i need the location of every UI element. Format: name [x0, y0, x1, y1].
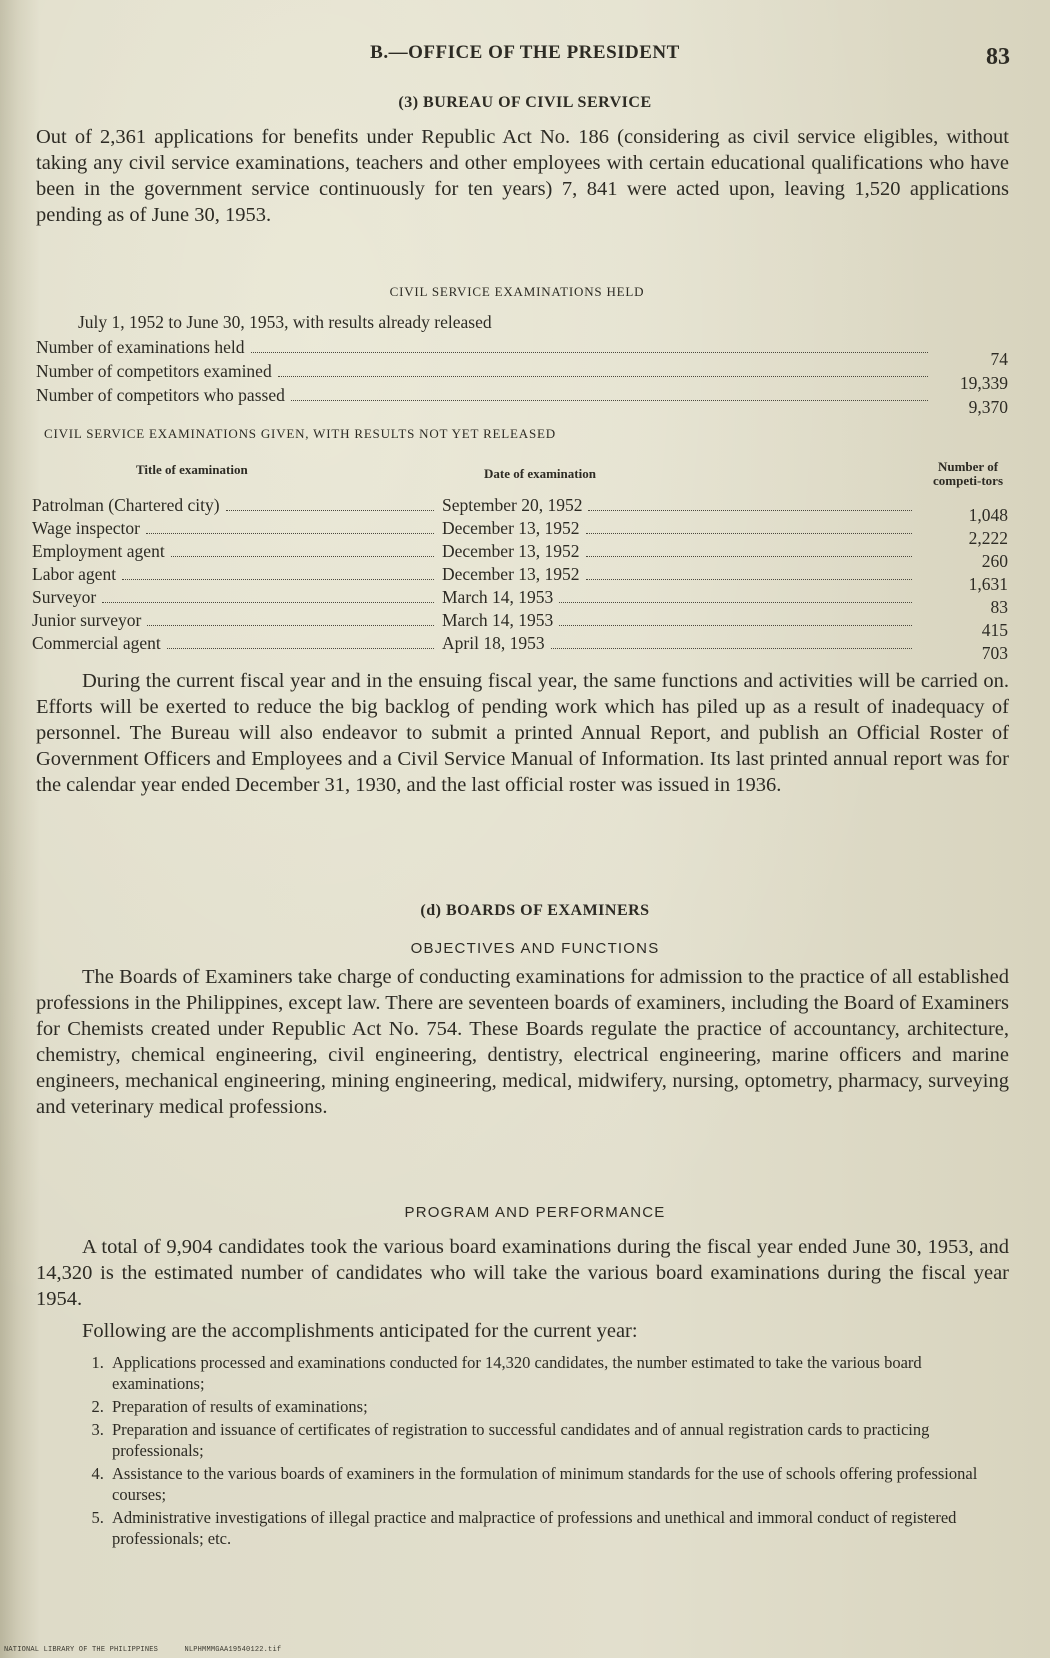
- exam-row: [32, 609, 1008, 640]
- stat-value: 74: [990, 349, 1008, 369]
- dot-leader: [122, 564, 434, 580]
- dot-leader: [291, 400, 928, 401]
- exam-title: Wage inspector: [32, 518, 140, 538]
- exam-title: Surveyor: [32, 587, 97, 607]
- following-text: Following are the accomplishments anticipated for the current year:: [82, 1320, 638, 1342]
- exam-date: March 14, 1953: [442, 610, 554, 630]
- dot-leader: [586, 518, 912, 534]
- dot-leader: [251, 352, 929, 353]
- dot-leader: [226, 495, 434, 511]
- exam-row: [32, 494, 1008, 525]
- exam-competitors: 415: [981, 620, 1008, 640]
- exams-held-period: July 1, 1952 to June 30, 1953, with results already released: [78, 312, 492, 332]
- objectives-paragraph: The Boards of Examiners take charge of conducting examinations for admission to the practice of all established professions in the Philippines, except law. There are seventeen boards of examiners, including the Board of Examiners for Chemists created under Republic Act No. 754. These Boards regulate the practice of accountancy, architecture, chemistry, chemical engineering, civil engineering, dentistry, electrical engineering, marine officers and marine engineers, mechanical engineering, mining engineering, medical, midwifery, nursing, optometry, pharmacy, surveying and veterinary medical professions.: [36, 966, 1009, 1118]
- exam-row: [32, 586, 1008, 617]
- exam-competitors: 1,048: [968, 505, 1008, 525]
- exam-title: Labor agent: [32, 564, 117, 584]
- exam-date: December 13, 1952: [442, 541, 580, 561]
- dot-leader: [551, 633, 912, 649]
- objectives-heading: OBJECTIVES AND FUNCTIONS: [410, 940, 660, 957]
- col-title-header: Title of examination: [136, 462, 248, 477]
- dot-leader: [586, 564, 912, 580]
- col-number-header: Number of competi-tors: [932, 459, 1004, 488]
- stat-row-competitors-examined: [36, 360, 1008, 393]
- page-number: 83: [986, 44, 1010, 70]
- boards-heading: (d) BOARDS OF EXAMINERS: [420, 902, 650, 919]
- dot-leader: [171, 541, 434, 557]
- dot-leader: [146, 518, 434, 534]
- exam-competitors: 1,631: [968, 574, 1008, 594]
- page-header-title: B.—OFFICE OF THE PRESIDENT: [370, 42, 680, 63]
- dot-leader: [167, 633, 434, 649]
- exam-date: December 13, 1952: [442, 564, 580, 584]
- footer-library: NATIONAL LIBRARY OF THE PHILIPPINES: [4, 1646, 159, 1654]
- exam-date: April 18, 1953: [442, 633, 545, 653]
- dot-leader: [278, 376, 928, 377]
- stat-row-examinations-held: [36, 336, 1008, 369]
- exam-row: [32, 632, 1008, 663]
- exam-competitors: 703: [981, 643, 1008, 663]
- dot-leader: [588, 495, 912, 511]
- list-item: 2. Preparation of results of examinations;: [108, 1396, 1018, 1417]
- stat-value: 19,339: [959, 373, 1008, 393]
- col-date-header: Date of examination: [484, 466, 596, 481]
- scan-footer: [4, 1646, 281, 1654]
- exams-held-heading: CIVIL SERVICE EXAMINATIONS HELD: [389, 284, 645, 299]
- bureau-intro-paragraph: Out of 2,361 applications for benefits under Republic Act No. 186 (considering as civil service eligibles, without taking any civil service examinations, teachers and other employees with certain educational qualifications who have been in the government service continuously for ten years) 7, 841 were acted upon, leaving 1,520 applications pending as of June 30, 1953.: [36, 126, 1009, 226]
- dot-leader: [147, 610, 434, 626]
- list-item: 1. Applications processed and examinations conducted for 14,320 candidates, the number estimated to take the various board examinations;: [108, 1352, 1018, 1394]
- stat-label: Number of competitors examined: [36, 361, 272, 381]
- exam-competitors: 260: [981, 551, 1008, 571]
- exam-title: Junior surveyor: [32, 610, 142, 630]
- dot-leader: [559, 587, 912, 603]
- dot-leader: [559, 610, 912, 626]
- list-item: 5. Administrative investigations of illegal practice and malpractice of professions and unethical and immoral conduct of registered professionals; etc.: [108, 1507, 1018, 1549]
- exam-title: Patrolman (Chartered city): [32, 495, 220, 515]
- exam-row: [32, 563, 1008, 594]
- footer-file: NLPHMMMGAA19540122.tif: [184, 1646, 282, 1654]
- exam-date: September 20, 1952: [442, 495, 583, 515]
- accomplishments-list: [82, 1352, 1018, 1551]
- exam-date: December 13, 1952: [442, 518, 580, 538]
- dot-leader: [102, 587, 434, 603]
- bureau-outlook-paragraph: During the current fiscal year and in the ensuing fiscal year, the same functions and activities will be carried on. Efforts will be exerted to reduce the big backlog of pending work which has piled up as a result of inadequacy of personnel. The Bureau will also endeavor to submit a printed Annual Report, and publish an Official Roster of Government Officers and Employees and a Civil Service Manual of Information. Its last printed annual report was for the calendar year ended December 31, 1930, and the last official roster was issued in 1936.: [36, 670, 1009, 796]
- stat-label: Number of competitors who passed: [36, 385, 285, 405]
- exam-row: [32, 540, 1008, 571]
- stat-value: 9,370: [968, 397, 1008, 417]
- exam-row: [32, 517, 1008, 548]
- exams-given-heading: CIVIL SERVICE EXAMINATIONS GIVEN, WITH RESULTS NOT YET RELEASED: [44, 426, 556, 441]
- dot-leader: [586, 541, 912, 557]
- program-paragraph: A total of 9,904 candidates took the various board examinations during the fiscal year ended June 30, 1953, and 14,320 is the estimated number of candidates who will take the various board examinations during the fiscal year 1954.: [36, 1236, 1009, 1310]
- exam-date: March 14, 1953: [442, 587, 554, 607]
- list-item: 3. Preparation and issuance of certificates of registration to successful candidates and of annual registration cards to practicing professionals;: [108, 1419, 1018, 1461]
- stat-label: Number of examinations held: [36, 337, 245, 357]
- exam-title: Employment agent: [32, 541, 165, 561]
- program-heading: PROGRAM AND PERFORMANCE: [404, 1204, 666, 1221]
- list-item: 4. Assistance to the various boards of examiners in the formulation of minimum standards for the use of schools offering professional courses;: [108, 1463, 1018, 1505]
- bureau-heading: (3) BUREAU OF CIVIL SERVICE: [398, 94, 652, 111]
- exam-title: Commercial agent: [32, 633, 161, 653]
- exam-competitors: 2,222: [968, 528, 1008, 548]
- stat-row-competitors-passed: [36, 384, 1008, 417]
- exam-competitors: 83: [990, 597, 1008, 617]
